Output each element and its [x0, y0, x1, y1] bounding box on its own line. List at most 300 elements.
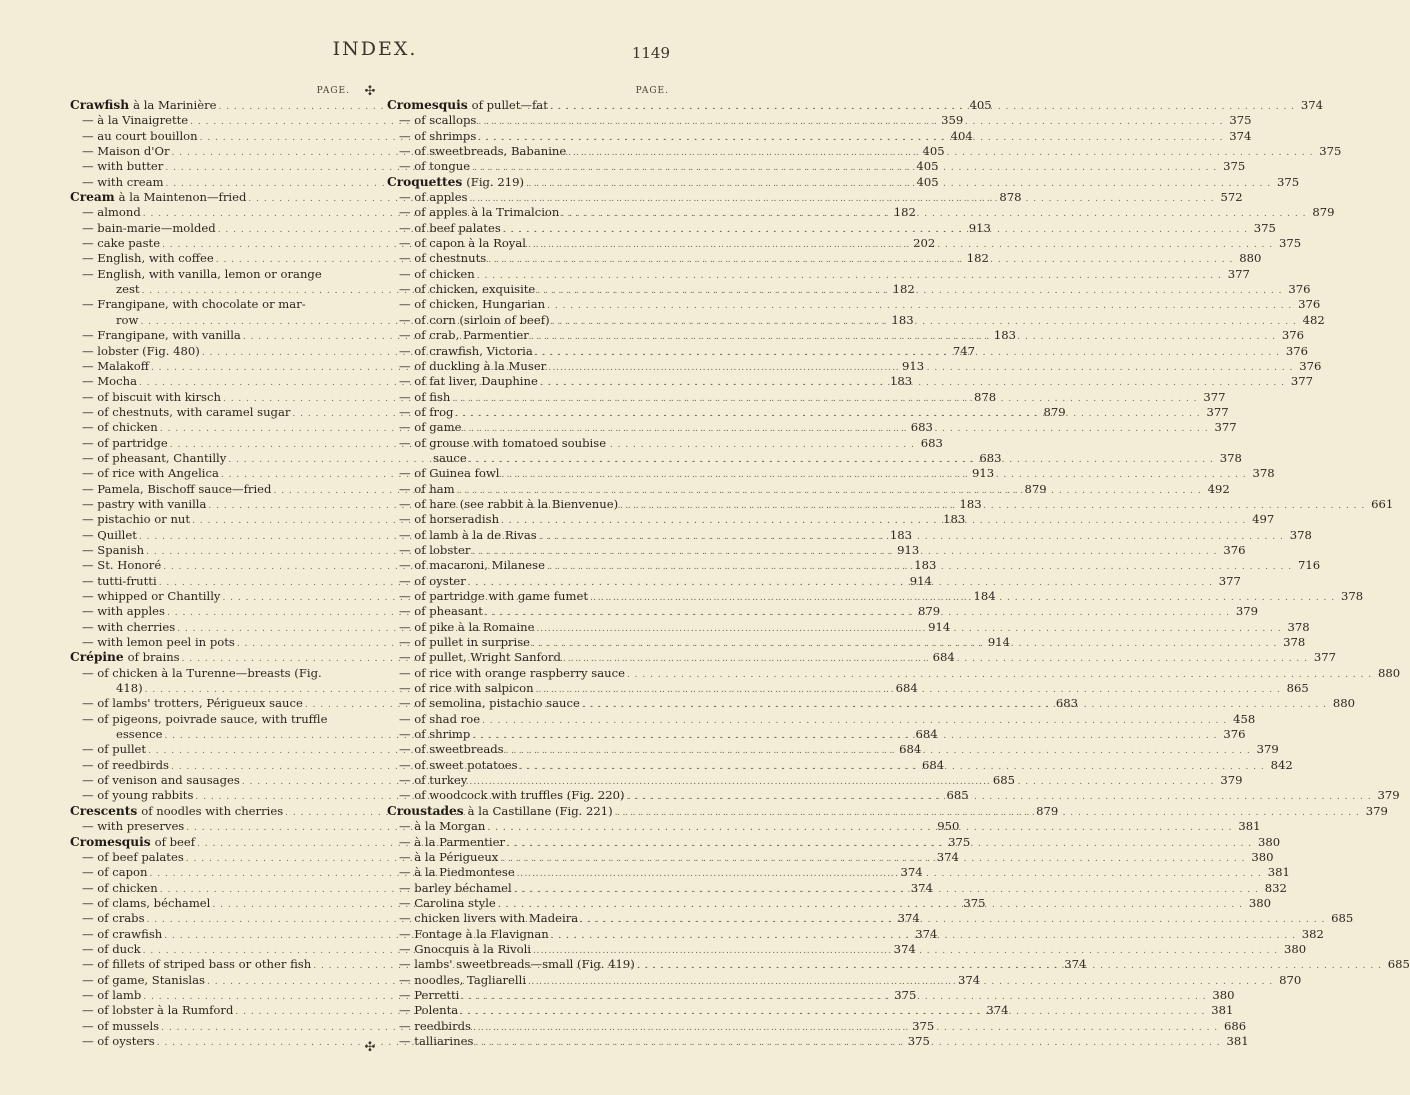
entry-text: — of macaroni, Milanese	[399, 558, 545, 573]
entry-text: — of apples	[399, 190, 468, 205]
entry-text: — of chicken	[82, 420, 158, 435]
entry-text: — à la Piedmontese	[399, 865, 515, 880]
entry-page-number: 379	[1235, 604, 1259, 619]
entry-text: — with cherries	[82, 619, 176, 634]
entry-text: — of chicken, exquisite	[399, 282, 536, 297]
entry-page-number: 379	[1256, 742, 1279, 757]
entry-page-number: 183	[914, 558, 937, 573]
entry-text: — St. Honoré	[82, 558, 162, 573]
entry-page-number: 879	[1024, 481, 1047, 496]
entry-page-number: 683	[910, 420, 933, 435]
entry-page-number: 377	[1203, 389, 1226, 404]
entry-text: — of reedbirds	[82, 757, 169, 772]
entry-text: — of ham	[399, 481, 455, 496]
leader-dots	[506, 744, 1251, 759]
entry-page-number: 878	[999, 190, 1022, 205]
leader-dots	[532, 637, 1277, 652]
entry-text: — of young rabbits	[82, 788, 194, 803]
entry-text: — of oyster	[399, 573, 466, 588]
entry-page-number: 183	[891, 312, 914, 327]
leader-dots	[520, 757, 1265, 775]
leader-dots	[533, 941, 1278, 959]
entry-text: — of frog	[399, 404, 454, 419]
leader-dots	[582, 698, 1327, 713]
entry-page-number: 381	[1238, 819, 1261, 834]
entry-text: — of shrimp	[399, 727, 471, 742]
leader-dots	[627, 668, 1372, 683]
entry-text: à la Maintenon—fried	[118, 190, 247, 205]
entry-page-number: 686	[1224, 1018, 1247, 1033]
entry-text: — of crawfish, Victoria	[399, 343, 533, 358]
entry-text: — of mussels	[82, 1018, 160, 1033]
entry-page-number: 183	[890, 374, 913, 389]
entry-text: — almond	[82, 205, 141, 220]
leader-dots	[537, 619, 1282, 637]
leader-dots	[501, 514, 1246, 529]
entry-text: — of chicken	[82, 880, 158, 895]
leader-dots	[469, 450, 1214, 468]
entry-text: — of crawfish	[82, 926, 163, 941]
entry-page-number: 378	[1283, 635, 1306, 650]
index-entry	[70, 666, 352, 681]
entry-text: — Fontage à la Flavignan	[399, 926, 549, 941]
entry-text: — au court bouillon	[82, 128, 198, 143]
entry-text: — of sweet potatoes	[399, 757, 518, 772]
entry-page-number: 377	[1206, 404, 1229, 419]
entry-text: à la Marinière	[133, 98, 217, 112]
entry-text: — of game	[399, 420, 462, 435]
entry-page-number: 492	[1207, 481, 1230, 496]
entry-page-number: 497	[1252, 512, 1275, 527]
entry-page-number: 913	[968, 220, 991, 235]
entry-text: — of duck	[82, 941, 141, 956]
entry-page-number: 376	[1281, 328, 1304, 343]
entry-text: — of chestnuts	[399, 251, 487, 266]
entry-text: à la Castillane (Fig. 221)	[467, 803, 613, 818]
entry-page-number: 375	[963, 895, 986, 910]
entry-text: — talliarines	[399, 1033, 474, 1048]
entry-page-number: 380	[1212, 987, 1235, 1002]
entry-page-number: 380	[1284, 941, 1307, 956]
entry-text: — of tongue	[399, 159, 471, 174]
entry-page-number: 374	[900, 865, 923, 880]
entry-text: — with preserves	[82, 819, 185, 834]
leader-dots	[528, 972, 1273, 990]
leader-dots	[547, 560, 1292, 575]
entry-page-number: 914	[909, 573, 932, 588]
top-ornament-icon: ✣	[364, 84, 376, 99]
leader-dots	[488, 253, 1233, 268]
leader-dots	[487, 821, 1232, 836]
entry-text: — Carolina style	[399, 895, 496, 910]
entry-page-number: 374	[1300, 98, 1324, 112]
entry-page-number: 378	[1287, 619, 1310, 634]
entry-page-number: 377	[1227, 266, 1250, 281]
entry-text: — of pigeons, poivrade sauce, with truffle	[82, 711, 328, 726]
entry-page-number: 382	[1301, 926, 1324, 941]
entry-text: — of shrimps	[399, 128, 477, 143]
entry-text: — reedbirds	[399, 1018, 472, 1033]
leader-dots	[535, 343, 1280, 361]
entry-heading: Croustades	[387, 803, 464, 818]
entry-page-number: 870	[1279, 972, 1302, 987]
entry-page-number: 684	[895, 681, 918, 696]
entry-page-number: 458	[1233, 711, 1256, 726]
entry-text: — of corn (sirloin of beef)	[399, 312, 550, 327]
entry-text: — of lobster	[399, 542, 471, 557]
entry-text: — of grouse with tomatoed soubise	[399, 435, 607, 450]
leader-dots	[455, 404, 1200, 422]
entry-text: — Maison d'Or	[82, 144, 170, 159]
entry-text: — Gnocquis à la Rivoli	[399, 941, 531, 956]
entry-text: — with lemon peel in pots	[82, 635, 235, 650]
entry-page-number: 950	[937, 819, 960, 834]
entry-text: — barley béchamel	[399, 880, 512, 895]
leader-dots	[460, 1005, 1205, 1020]
leader-dots	[507, 834, 1252, 852]
bottom-ornament-icon: ✣	[364, 1040, 376, 1055]
index-entry	[387, 665, 1401, 681]
index-entry	[70, 297, 352, 312]
entry-page-number: 684	[921, 757, 945, 772]
entry-text: — whipped or Chantilly	[82, 589, 221, 603]
index-entry	[387, 711, 1256, 727]
entry-text: — of turkey	[399, 773, 468, 788]
leader-dots	[473, 1018, 1218, 1036]
entry-page-number: 374	[1229, 128, 1252, 143]
entry-page-number: 914	[928, 619, 951, 634]
entry-text: — of woodcock with truffles (Fig. 220)	[399, 788, 625, 803]
entry-text: — of pheasant, Chantilly	[82, 450, 227, 465]
entry-page-number: 374	[936, 849, 959, 864]
leader-dots	[478, 115, 1223, 130]
entry-page-number: 183	[943, 512, 966, 527]
entry-page-number: 685	[946, 788, 969, 803]
index-entry	[387, 436, 671, 451]
leader-dots	[548, 358, 1293, 376]
entry-page-number: 404	[950, 128, 973, 143]
entry-page-number: 374	[986, 1003, 1009, 1018]
entry-page-number: 379	[1377, 788, 1400, 803]
entry-text: — of fillets of striped bass or other fish	[82, 957, 312, 972]
entry-text: — with apples	[82, 604, 165, 619]
entry-page-number: 683	[979, 450, 1002, 465]
entry-page-number: 879	[918, 604, 941, 619]
entry-text: — à la Morgan	[399, 819, 486, 834]
entry-page-number: 375	[894, 987, 917, 1002]
entry-text: — bain-marie—molded	[82, 220, 216, 235]
entry-page-number: 375	[907, 1033, 930, 1048]
entry-text: of brains	[127, 650, 180, 665]
entry-text: — of rice with salpicon	[399, 681, 534, 696]
entry-text: — Perretti	[399, 987, 460, 1002]
entry-page-number: 183	[959, 496, 982, 511]
entry-page-number: 376	[1223, 542, 1246, 557]
entry-page-number: 879	[1036, 803, 1059, 818]
entry-text: — of duckling à la Muser	[399, 358, 547, 373]
entry-page-number: 375	[1277, 174, 1300, 189]
entry-text: — of crabs	[82, 911, 145, 926]
leader-dots	[502, 468, 1247, 483]
entry-heading: Crescents	[70, 803, 138, 818]
entry-text: — of beef palates	[82, 849, 184, 864]
entry-page-number: 913	[897, 542, 920, 557]
entry-text: — pastry with vanilla	[82, 496, 207, 511]
entry-text: of beef	[154, 834, 196, 849]
entry-page-number: 376	[1288, 282, 1311, 297]
entry-page-number: 374	[958, 972, 981, 987]
entry-text: — of crab, Parmentier	[399, 328, 529, 343]
entry-text: — of lamb à la de Rivas	[399, 527, 537, 542]
leader-dots	[514, 880, 1259, 898]
entry-page-number: 379	[1220, 773, 1243, 788]
entry-page-number: 914	[987, 635, 1010, 650]
leader-dots	[539, 527, 1284, 545]
entry-text: row	[116, 312, 139, 327]
entry-page-number: 377	[1290, 374, 1314, 389]
entry-page-number: 913	[971, 466, 995, 481]
entry-page-number: 684	[915, 727, 938, 742]
leader-dots	[528, 238, 1273, 253]
entry-text: — of clams, béchamel	[82, 895, 211, 910]
left-column-header: PAGE.	[316, 86, 350, 96]
leader-dots	[550, 100, 1295, 115]
leader-dots	[452, 389, 1197, 407]
entry-page-number: 376	[1223, 727, 1246, 742]
entry-text: — of horseradish	[399, 512, 500, 527]
entry-page-number: 182	[893, 205, 916, 220]
entry-text: — of chicken	[399, 266, 475, 281]
entry-page-number: 378	[1252, 466, 1275, 481]
leader-dots	[561, 207, 1306, 222]
entry-text: — of beef palates	[399, 220, 501, 235]
entry-text: (Fig. 219)	[466, 174, 524, 189]
leader-dots	[470, 192, 1215, 207]
entry-page-number: 684	[932, 650, 955, 665]
entry-text: — of partridge	[82, 435, 168, 450]
entry-text: — of pullet in surprise	[399, 635, 531, 650]
entry-text: — of rice with orange raspberry sauce	[399, 665, 625, 680]
entry-page-number: 183	[993, 328, 1016, 343]
entry-text: — noodles, Tagliarelli	[399, 972, 527, 987]
leader-dots	[637, 959, 1382, 974]
entry-page-number: 376	[1298, 297, 1321, 312]
entry-page-number: 380	[1251, 849, 1274, 864]
index-entry	[70, 712, 352, 727]
entry-page-number: 376	[1285, 343, 1308, 358]
entry-page-number: 378	[1289, 527, 1312, 542]
entry-page-number: 405	[922, 144, 945, 159]
entry-text: zest	[116, 282, 140, 297]
entry-text: — Pamela, Bischoff sauce—fried	[82, 481, 272, 496]
entry-heading: Crawfish	[70, 98, 130, 112]
entry-heading: Cromesquis	[70, 834, 151, 849]
entry-page-number: 685	[992, 773, 1015, 788]
entry-page-number: 182	[966, 251, 989, 266]
page-number: 1149	[631, 44, 670, 62]
entry-page-number: 879	[1312, 205, 1335, 220]
entry-text: — of apples à la Trimalcion	[399, 205, 560, 220]
entry-text: — of hare (see rabbit à la Bienvenue)	[399, 496, 619, 511]
leader-dots	[500, 849, 1245, 867]
leader-dots	[472, 729, 1217, 744]
entry-page-number: 381	[1267, 865, 1290, 880]
entry-page-number: 880	[1332, 696, 1356, 711]
entry-page-number: 747	[952, 343, 975, 358]
entry-text: — English, with vanilla, lemon or orange	[82, 266, 322, 281]
entry-page-number: 879	[1043, 404, 1066, 419]
entry-page-number: 378	[1341, 589, 1364, 603]
entry-heading: Crépine	[70, 650, 124, 665]
entry-text: — Frangipane, with vanilla	[82, 328, 241, 343]
entry-text: — of chestnuts, with caramel sugar	[82, 404, 291, 419]
entry-text: — pistachio or nut	[82, 512, 191, 527]
leader-dots	[580, 913, 1325, 928]
entry-page-number: 572	[1220, 190, 1243, 205]
entry-text: — of pheasant	[399, 604, 483, 619]
entry-text: — of rice with Angelica	[82, 466, 219, 481]
leader-dots	[498, 895, 1243, 913]
entry-heading: Cromesquis	[387, 98, 468, 112]
entry-page-number: 377	[1214, 420, 1237, 435]
leader-dots	[563, 652, 1308, 667]
entry-page-number: 375	[1229, 113, 1252, 128]
entry-text: — of biscuit with kirsch	[82, 389, 221, 404]
entry-text: — of capon	[82, 865, 148, 880]
entry-page-number: 183	[889, 527, 913, 542]
leader-dots	[478, 128, 1223, 146]
entry-page-number: 182	[892, 282, 915, 297]
entry-page-number: 374	[1064, 957, 1087, 972]
entry-text: — of partridge with game fumet	[399, 589, 588, 603]
entry-text: — of game, Stanislas	[82, 972, 206, 987]
entry-page-number: 381	[1226, 1033, 1249, 1048]
entry-text: — of lambs' trotters, Périgueux sauce	[82, 696, 303, 711]
entry-text: — with cream	[82, 174, 164, 189]
entry-text: — lobster (Fig. 480)	[82, 343, 200, 358]
entry-text: — Frangipane, with chocolate or mar-	[82, 297, 306, 312]
entry-page-number: 375	[1253, 220, 1276, 235]
entry-page-number: 202	[913, 236, 936, 251]
entry-text: — of lobster à la Rumford	[82, 1003, 234, 1018]
entry-text: sauce	[433, 450, 467, 465]
entry-page-number: 878	[973, 389, 997, 404]
entry-page-number: 405	[969, 98, 992, 112]
leader-dots	[482, 714, 1227, 729]
entry-page-number: 880	[1377, 665, 1401, 680]
entry-page-number: 865	[1286, 681, 1309, 696]
entry-text: — of pike à la Romaine	[399, 619, 535, 634]
entry-text: — Quillet	[82, 527, 137, 542]
page-title: INDEX.	[332, 38, 418, 60]
entry-text: — Polenta	[399, 1003, 459, 1018]
leader-dots	[536, 683, 1281, 698]
entry-text: — of fat liver, Dauphine	[399, 374, 538, 389]
entry-page-number: 374	[910, 880, 933, 895]
leader-dots	[547, 299, 1292, 314]
leader-dots	[472, 542, 1217, 560]
entry-heading: Cream	[70, 190, 115, 205]
leader-dots	[540, 376, 1285, 391]
leader-dots	[551, 926, 1296, 944]
entry-page-number: 380	[1248, 895, 1271, 910]
leader-dots	[485, 606, 1230, 621]
leader-dots	[477, 269, 1222, 284]
entry-text: — chicken livers with Madeira	[399, 911, 579, 926]
entry-text: — à la Périgueux	[399, 849, 499, 864]
entry-page-number: 375	[1223, 159, 1246, 174]
entry-page-number: 378	[1219, 450, 1242, 465]
entry-page-number: 661	[1371, 496, 1394, 511]
entry-text: — à la Parmentier	[399, 834, 506, 849]
entry-text: — lambs' sweetbreads—small (Fig. 419)	[399, 957, 635, 972]
right-column-header: PAGE.	[635, 86, 669, 96]
entry-text: of pullet—fat	[471, 98, 548, 112]
entry-page-number: 842	[1270, 757, 1293, 772]
leader-dots	[526, 174, 1271, 192]
index-entry	[70, 267, 352, 282]
leader-dots	[537, 284, 1282, 299]
index-entry	[387, 297, 1321, 312]
entry-text: — Malakoff	[82, 358, 149, 373]
entry-page-number: 375	[912, 1018, 935, 1033]
entry-page-number: 375	[1319, 144, 1342, 159]
entry-text: 418)	[116, 681, 143, 696]
entry-text: — of oysters	[82, 1033, 155, 1048]
entry-text: — with butter	[82, 159, 164, 174]
entry-page-number: 405	[916, 159, 939, 174]
entry-page-number: 374	[893, 941, 916, 956]
leader-dots	[627, 790, 1372, 805]
entry-page-number: 684	[899, 742, 922, 757]
leader-dots	[517, 867, 1262, 882]
leader-dots	[503, 220, 1248, 238]
entry-page-number: 482	[1302, 312, 1325, 327]
entry-page-number: 683	[920, 435, 943, 450]
entry-text: — of shad roe	[399, 711, 481, 726]
entry-page-number: 685	[1387, 957, 1410, 972]
entry-text: — of chicken, Hungarian	[399, 297, 546, 312]
entry-page-number: 359	[941, 113, 964, 128]
entry-page-number: 377	[1313, 650, 1337, 665]
leader-dots	[568, 146, 1313, 161]
entry-page-number: 832	[1264, 880, 1287, 895]
entry-page-number: 380	[1258, 834, 1281, 849]
entry-text: — cake paste	[82, 236, 161, 251]
entry-page-number: 374	[897, 911, 920, 926]
entry-page-number: 376	[1299, 358, 1322, 373]
entry-page-number: 716	[1297, 558, 1321, 573]
entry-text: — of sweetbreads	[399, 742, 504, 757]
entry-text: — of capon à la Royal	[399, 236, 526, 251]
entry-page-number: 379	[1365, 803, 1388, 818]
leader-dots	[461, 987, 1206, 1005]
entry-text: — of semolina, pistachio sauce	[399, 696, 580, 711]
entry-text: of noodles with cherries	[141, 803, 284, 818]
entry-text: — of scallops	[399, 113, 477, 128]
leader-dots	[472, 161, 1217, 176]
leader-dots	[590, 591, 1335, 606]
entry-text: — English, with coffee	[82, 251, 214, 266]
entry-heading: Croquettes	[387, 174, 463, 189]
entry-text: — of fish	[399, 389, 451, 404]
entry-page-number: 913	[901, 358, 925, 373]
entry-text: — of venison and sausages	[82, 773, 240, 788]
entry-text: — tutti-frutti	[82, 573, 157, 588]
entry-page-number: 405	[916, 174, 939, 189]
entry-text: — of pullet, Wright Sanford	[399, 650, 561, 665]
entry-page-number: 375	[948, 834, 971, 849]
